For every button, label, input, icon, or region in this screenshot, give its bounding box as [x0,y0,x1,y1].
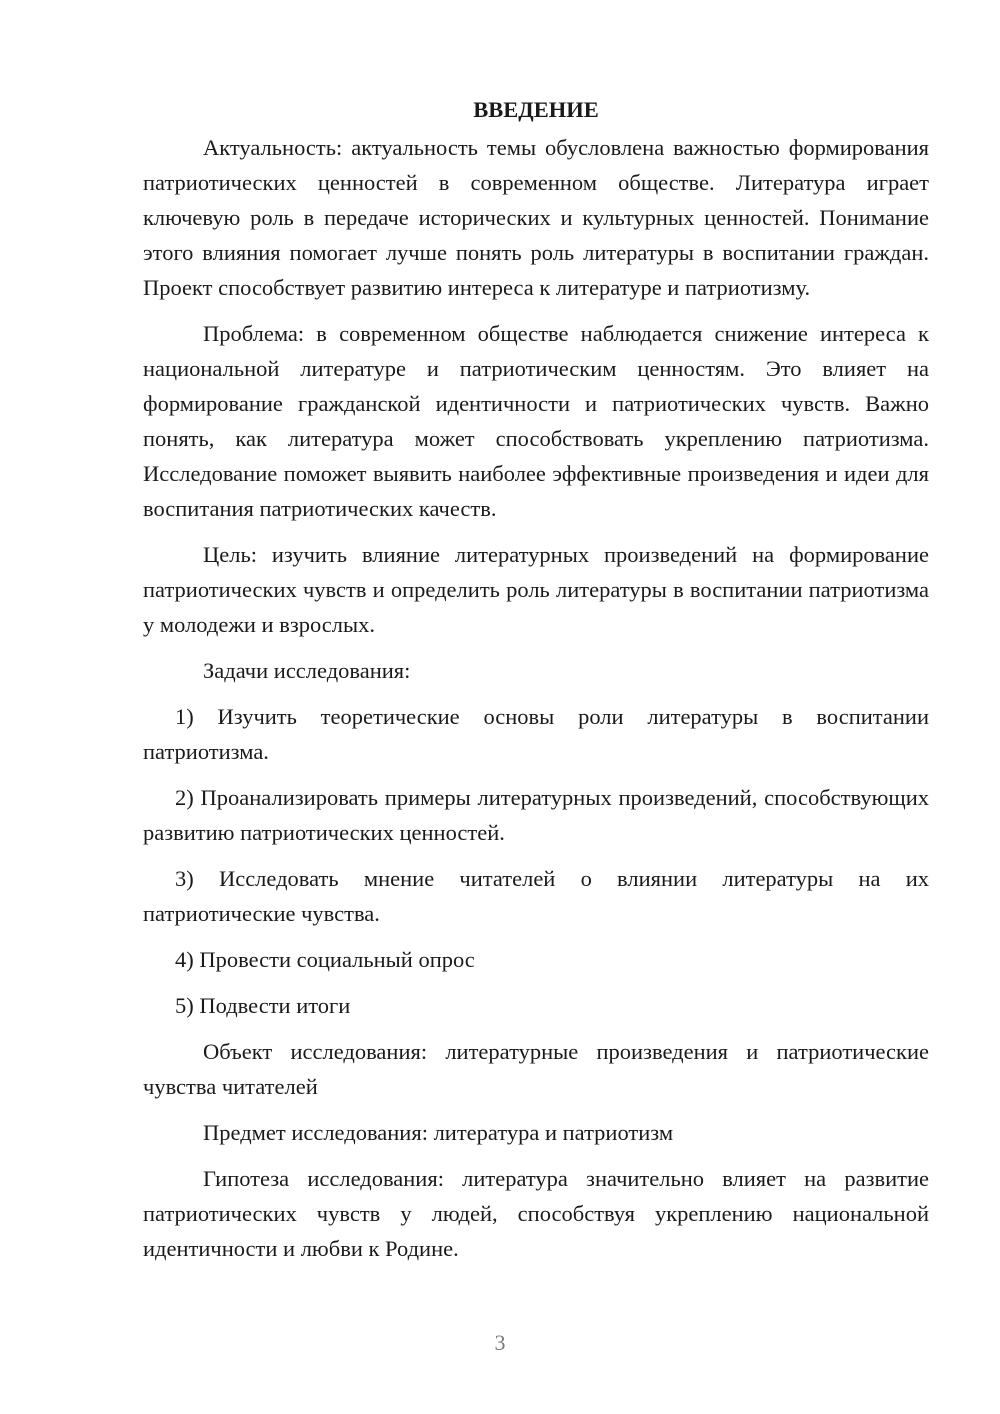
paragraph-tasks-heading: Задачи исследования: [203,658,411,683]
paragraph-goal: Цель: изучить влияние литературных произведений на формирование патриотических чувств и определить роль литературы в воспитании патриотизма у молодежи и взрослых. [143,542,929,637]
task-item: 4) Провести социальный опрос [175,947,475,972]
task-item: 5) Подвести итоги [175,993,351,1018]
paragraph-relevance: Актуальность: актуальность темы обусловлена важностью формирования патриотических ценностей в современном обществе. Литература играет ключевую роль в передаче исторических и культурных ценностей. Понимание этого влияния помогает лучше понять роль литературы в воспитании граждан. Проект способствует развитию интереса к литературе и патриотизму. [143,135,929,300]
document-body [143,92,929,1277]
paragraph-object: Объект исследования: литературные произведения и патриотические чувства читателей [143,1039,929,1099]
paragraph-subject: Предмет исследования: литература и патриотизм [203,1120,674,1145]
page-number: 3 [494,1330,506,1355]
paragraph-hypothesis: Гипотеза исследования: литература значительно влияет на развитие патриотических чувств у людей, способствуя укреплению национальной идентичности и любви к Родине. [143,1166,929,1261]
task-item: 3) Исследовать мнение читателей о влиянии литературы на их патриотические чувства. [143,866,929,926]
task-item: 2) Проанализировать примеры литературных произведений, способствующих развитию патриотических ценностей. [143,785,929,845]
paragraph-problem: Проблема: в современном обществе наблюдается снижение интереса к национальной литературе и патриотическим ценностям. Это влияет на формирование гражданской идентичности и патриотических чувств. Важно понять, как литература может способствовать укреплению патриотизма. Исследование поможет выявить наиболее эффективные произведения и идеи для воспитания патриотических качеств. [143,321,929,521]
task-item: 1) Изучить теоретические основы роли литературы в воспитании патриотизма. [143,704,929,764]
section-title: ВВЕДЕНИЕ [473,97,599,122]
